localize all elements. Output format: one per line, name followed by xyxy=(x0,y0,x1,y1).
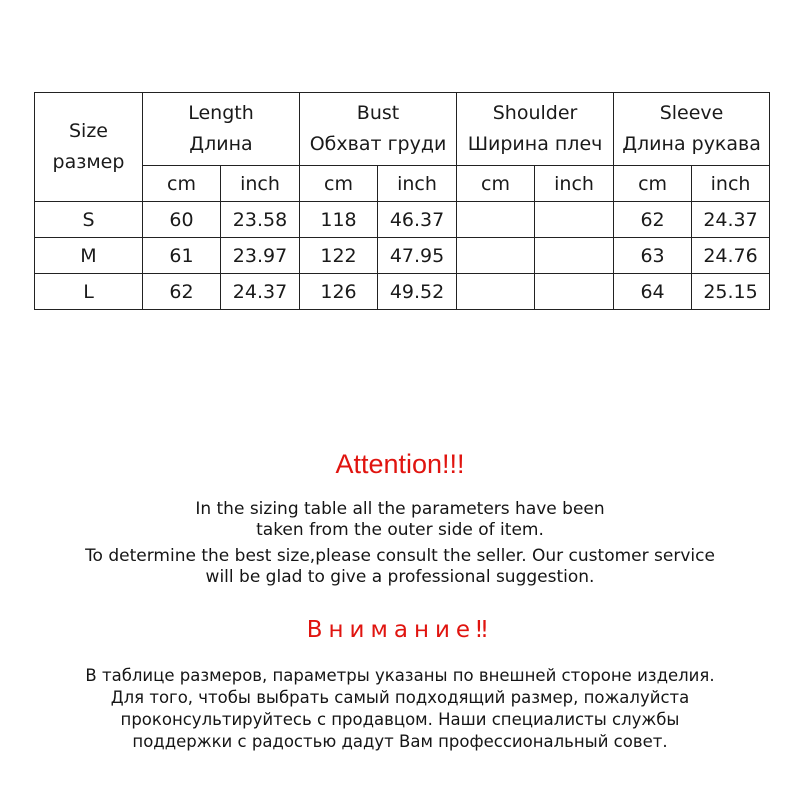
cell-sleeve-cm: 64 xyxy=(614,274,692,310)
cell-shoulder-inch xyxy=(535,238,614,274)
unit-sleeve-cm: cm xyxy=(614,166,692,202)
notice-en-line: will be glad to give a professional suggestion. xyxy=(205,567,595,587)
header-sleeve-ru: Длина рукава xyxy=(622,133,761,155)
cell-length-cm: 62 xyxy=(143,274,221,310)
cell-sleeve-inch: 25.15 xyxy=(692,274,770,310)
cell-bust-cm: 126 xyxy=(300,274,378,310)
notice-ru-paragraph xyxy=(0,665,800,753)
header-bust-ru: Обхват груди xyxy=(309,133,447,155)
notice-en-line: taken from the outer side of item. xyxy=(256,520,544,540)
header-length-ru: Длина xyxy=(189,133,253,155)
table-row xyxy=(35,238,770,274)
cell-shoulder-inch xyxy=(535,274,614,310)
unit-bust-inch: inch xyxy=(378,166,457,202)
attention-heading-ru: Внимание‼ xyxy=(306,617,494,643)
notice-en-line: In the sizing table all the parameters have been xyxy=(195,499,605,519)
unit-shoulder-inch: inch xyxy=(535,166,614,202)
cell-length-inch: 23.97 xyxy=(221,238,300,274)
row-size-label: L xyxy=(35,274,143,310)
attention-heading-en: Attention!!! xyxy=(335,449,465,479)
unit-length-inch: inch xyxy=(221,166,300,202)
row-size-label: S xyxy=(35,202,143,238)
notice-en-paragraph-2 xyxy=(0,546,800,588)
notice-en-line: To determine the best size,please consult the seller. Our customer service xyxy=(85,546,715,566)
unit-shoulder-cm: cm xyxy=(457,166,535,202)
notice-ru-line: Для того, чтобы выбрать самый подходящий размер, пожалуйста xyxy=(110,688,690,707)
header-length xyxy=(143,93,300,166)
header-bust xyxy=(300,93,457,166)
notice-ru-line: В таблице размеров, параметры указаны по внешней стороне изделия. xyxy=(85,666,715,685)
unit-bust-cm: cm xyxy=(300,166,378,202)
cell-bust-cm: 122 xyxy=(300,238,378,274)
cell-shoulder-inch xyxy=(535,202,614,238)
notice-ru-line: проконсультируйтесь с продавцом. Наши специалисты службы xyxy=(120,710,680,729)
table-row xyxy=(35,274,770,310)
cell-sleeve-inch: 24.37 xyxy=(692,202,770,238)
cell-shoulder-cm xyxy=(457,238,535,274)
cell-shoulder-cm xyxy=(457,274,535,310)
header-shoulder xyxy=(457,93,614,166)
header-shoulder-ru: Ширина плеч xyxy=(467,133,603,155)
cell-sleeve-cm: 63 xyxy=(614,238,692,274)
cell-sleeve-cm: 62 xyxy=(614,202,692,238)
header-size-ru: размер xyxy=(52,151,125,173)
cell-bust-cm: 118 xyxy=(300,202,378,238)
table-row xyxy=(35,202,770,238)
header-row-groups xyxy=(35,93,770,166)
notice-en-paragraph-1 xyxy=(0,499,800,541)
size-chart-table xyxy=(34,92,770,310)
unit-length-cm: cm xyxy=(143,166,221,202)
cell-length-inch: 23.58 xyxy=(221,202,300,238)
cell-length-inch: 24.37 xyxy=(221,274,300,310)
cell-shoulder-cm xyxy=(457,202,535,238)
header-size xyxy=(35,93,143,202)
cell-bust-inch: 47.95 xyxy=(378,238,457,274)
cell-sleeve-inch: 24.76 xyxy=(692,238,770,274)
header-shoulder-en: Shoulder xyxy=(492,102,578,124)
cell-length-cm: 61 xyxy=(143,238,221,274)
cell-bust-inch: 49.52 xyxy=(378,274,457,310)
header-sleeve xyxy=(614,93,770,166)
unit-sleeve-inch: inch xyxy=(692,166,770,202)
header-row-units xyxy=(35,166,770,202)
cell-length-cm: 60 xyxy=(143,202,221,238)
row-size-label: M xyxy=(35,238,143,274)
header-bust-en: Bust xyxy=(356,102,400,124)
header-length-en: Length xyxy=(188,102,254,124)
notice-ru-line: поддержки с радостью дадут Вам профессиональный совет. xyxy=(132,732,668,751)
cell-bust-inch: 46.37 xyxy=(378,202,457,238)
header-size-en: Size xyxy=(68,120,108,142)
header-sleeve-en: Sleeve xyxy=(659,102,724,124)
